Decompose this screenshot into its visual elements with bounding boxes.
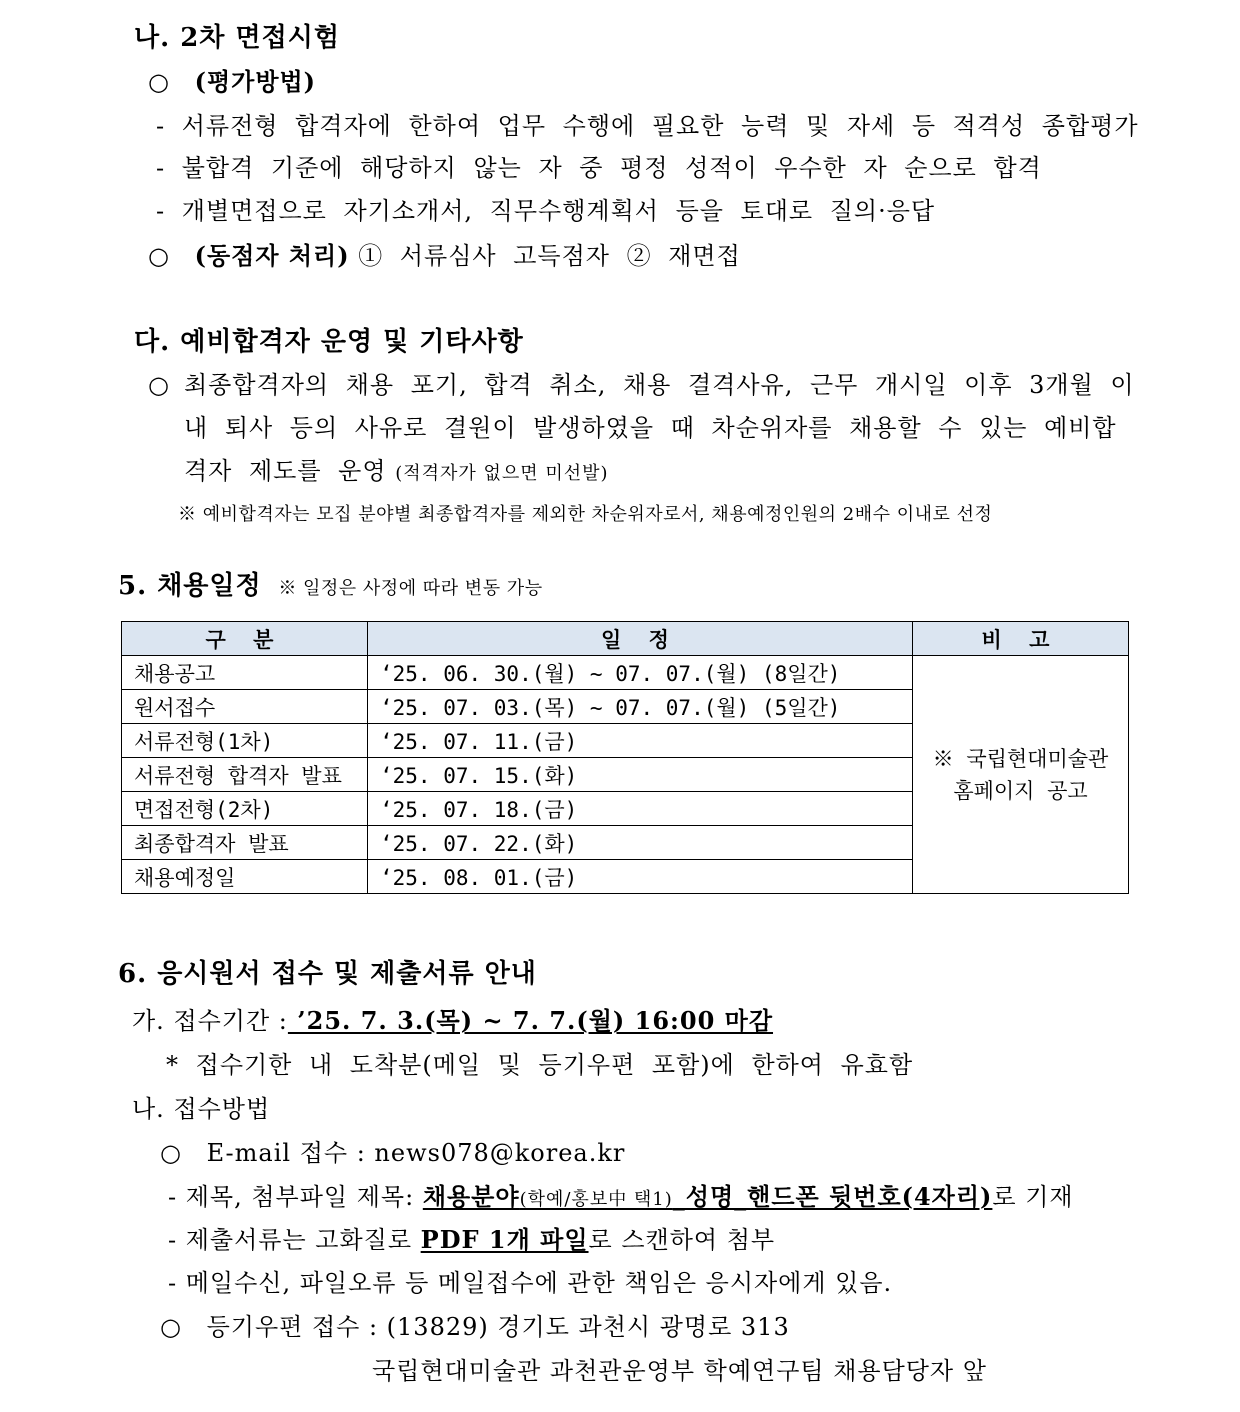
bullet-icon: ○ <box>148 371 170 399</box>
period-label: 가. 접수기간 : <box>132 1007 288 1035</box>
responsibility-note: - 메일수신, 파일오류 등 메일접수에 관한 책임은 응시자에게 있음. <box>168 1269 893 1297</box>
eval-item: - 불합격 기준에 해당하지 않는 자 중 평정 성적이 우수한 자 순으로 합격 <box>156 154 1042 182</box>
reserve-text-main: 격자 제도를 운영 <box>184 457 387 485</box>
tie-rule-text: ① 서류심사 고득점자 ② 재면접 <box>358 242 741 270</box>
eval-method-label: (평가방법) <box>194 67 317 96</box>
docs-suffix: 로 스캔하여 첨부 <box>588 1226 776 1254</box>
remarks-line: ※ 국립현대미술관 <box>932 746 1109 771</box>
title-field-note: (학예/홍보中 택1) <box>519 1189 673 1210</box>
eval-item: - 서류전형 합격자에 한하여 업무 수행에 필요한 능력 및 자세 등 적격성 종합평가 <box>156 112 1139 140</box>
title-prefix: - 제목, 첨부파일 제목: <box>168 1183 423 1211</box>
reserve-text-line: 내 퇴사 등의 사유로 결원이 발생하였을 때 차순위자를 채용할 수 있는 예비합 <box>184 414 1117 442</box>
reserve-text-small: (적격자가 없으면 미선발) <box>395 463 609 484</box>
tie-rule-label: (동점자 처리) <box>194 241 350 270</box>
email-text: E-mail 접수 : news078@korea.kr <box>206 1139 626 1167</box>
title-suffix: 로 기재 <box>992 1183 1074 1211</box>
schedule-table <box>121 621 1129 894</box>
period-line <box>132 1005 773 1037</box>
bullet-icon: ○ <box>160 1313 182 1341</box>
column-header-category: 구 분 <box>122 622 368 656</box>
schedule-heading-line <box>118 570 543 605</box>
post-recipient: 국립현대미술관 과천관운영부 학예연구팀 채용담당자 앞 <box>372 1357 987 1385</box>
column-header-remarks: 비 고 <box>913 622 1129 656</box>
column-header-schedule: 일 정 <box>368 622 913 656</box>
eval-method-line <box>148 66 316 98</box>
row-date: ‘25. 07. 15.(화) <box>368 758 913 792</box>
bullet-icon: ○ <box>160 1139 182 1167</box>
section-heading-reserve: 다. 예비합격자 운영 및 기타사항 <box>134 327 524 357</box>
docs-rule <box>168 1224 775 1256</box>
bullet-icon: ○ <box>148 242 170 270</box>
row-date: ‘25. 06. 30.(월) ~ 07. 07.(월) (8일간) <box>368 656 913 690</box>
docs-prefix: - 제출서류는 고화질로 <box>168 1226 421 1254</box>
reserve-text-line: 최종합격자의 채용 포기, 합격 취소, 채용 결격사유, 근무 개시일 이후 3개월 이 <box>184 371 1135 399</box>
row-category: 서류전형(1차) <box>122 724 368 758</box>
method-subheading: 나. 접수방법 <box>132 1095 271 1123</box>
title-name-phone: _성명_핸드폰 뒷번호(4자리) <box>672 1182 993 1211</box>
bullet-icon: ○ <box>148 68 170 96</box>
row-category: 면접전형(2차) <box>122 792 368 826</box>
post-line <box>160 1311 790 1343</box>
post-address: 등기우편 접수 : (13829) 경기도 과천시 광명로 313 <box>206 1313 790 1341</box>
row-date: ‘25. 07. 22.(화) <box>368 826 913 860</box>
schedule-note: ※ 일정은 사정에 따라 변동 가능 <box>278 578 543 599</box>
row-date: ‘25. 07. 11.(금) <box>368 724 913 758</box>
reserve-text-line <box>184 455 609 490</box>
row-category: 원서접수 <box>122 690 368 724</box>
email-title-rule <box>168 1181 1074 1216</box>
row-date: ‘25. 07. 03.(목) ~ 07. 07.(월) (5일간) <box>368 690 913 724</box>
docs-format: PDF 1개 파일 <box>420 1225 589 1254</box>
row-category: 채용예정일 <box>122 860 368 894</box>
row-category: 채용공고 <box>122 656 368 690</box>
tie-rule-line <box>148 240 741 272</box>
row-category: 서류전형 합격자 발표 <box>122 758 368 792</box>
title-field: 채용분야 <box>422 1182 520 1211</box>
remarks-cell <box>913 656 1129 894</box>
row-date: ‘25. 07. 18.(금) <box>368 792 913 826</box>
row-date: ‘25. 08. 01.(금) <box>368 860 913 894</box>
row-category: 최종합격자 발표 <box>122 826 368 860</box>
table-header-row <box>122 622 1129 656</box>
email-line <box>160 1137 625 1169</box>
reserve-note: ※ 예비합격자는 모집 분야별 최종합격자를 제외한 차순위자로서, 채용예정인원의 2배수 이내로 선정 <box>178 504 993 525</box>
remarks-line: 홈페이지 공고 <box>953 778 1088 803</box>
table-row <box>122 656 1129 690</box>
section-heading-application: 6. 응시원서 접수 및 제출서류 안내 <box>118 959 537 989</box>
period-value: ’25. 7. 3.(목) ~ 7. 7.(월) 16:00 마감 <box>287 1006 774 1035</box>
eval-item: - 개별면접으로 자기소개서, 직무수행계획서 등을 토대로 질의·응답 <box>156 197 936 225</box>
section-heading-schedule: 5. 채용일정 <box>118 571 262 601</box>
period-note: * 접수기한 내 도착분(메일 및 등기우편 포함)에 한하여 유효함 <box>166 1051 914 1079</box>
section-heading-interview: 나. 2차 면접시험 <box>134 23 340 53</box>
